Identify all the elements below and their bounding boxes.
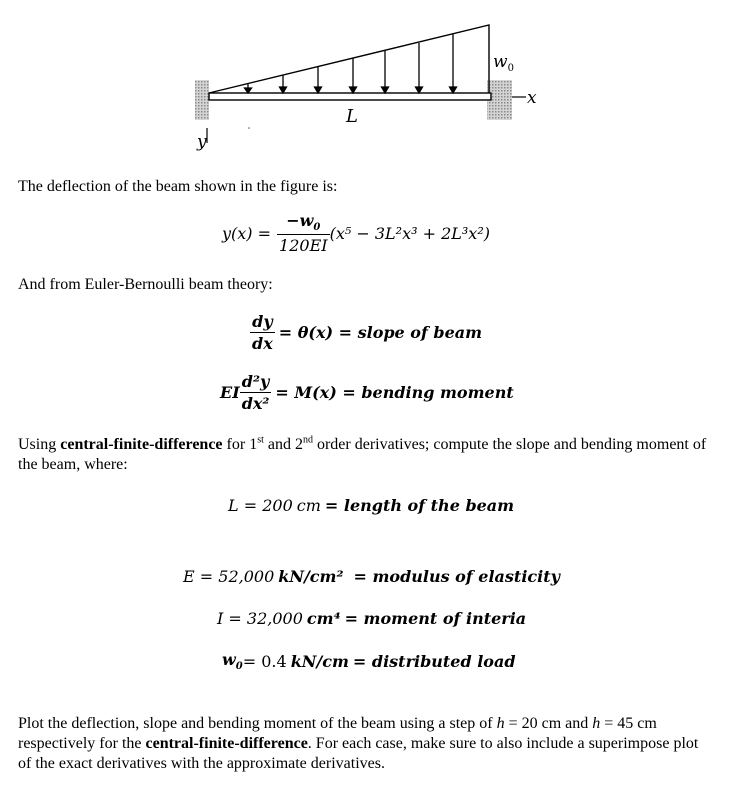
- slope-equation: $\frac{dy}{dx}$ = θ(x) = slope of beam: [252, 312, 483, 353]
- left-support: [195, 80, 209, 120]
- load-outline: [209, 25, 489, 93]
- deflection-equation: [222, 211, 490, 255]
- length-label: L: [346, 106, 358, 127]
- moment-equation: EI $\frac{\text{d²y}}{\text{dx²}}$ = M(x) = bending moment: [220, 372, 514, 413]
- param-load: $w_0$ = 0.4 kN/cm = distributed load: [222, 650, 516, 673]
- final-text: Plot the deflection, slope and bending moment of the beam using a step of h = 20 cm and h = 45 cm respectively for the central-finite-difference. For each case, make sure to also include a superimpose plot of the exact derivatives with the approximate derivatives.: [18, 715, 699, 772]
- y-axis-label: y: [197, 132, 207, 152]
- beam-figure: [0, 0, 731, 170]
- deflection-bracket: (x⁵ − 3L²x³ + 2L³x²): [329, 223, 490, 243]
- param-inertia: I = 32,000 cm⁴ = moment of interia: [217, 609, 527, 628]
- x-axis-label: x: [527, 88, 537, 108]
- intro-text: The deflection of the beam shown in the figure is:: [18, 178, 338, 195]
- task-text: Using central-finite-difference for 1st and 2nd order derivatives; compute the slope and bending moment of the beam, where:: [18, 434, 707, 473]
- param-length: L = 200 cm = length of the beam: [228, 496, 515, 515]
- beam: [209, 93, 491, 100]
- load-label: $w_0$: [493, 52, 514, 74]
- deflection-lhs: y(x) =: [222, 223, 272, 243]
- param-modulus: E = 52,000 kN/cm² = modulus of elasticity: [183, 567, 560, 586]
- deflection-fraction: $\frac{-w_0}{120EI}$: [279, 211, 328, 256]
- load-arrows: [245, 34, 457, 93]
- theory-text: And from Euler-Bernoulli beam theory:: [18, 276, 273, 293]
